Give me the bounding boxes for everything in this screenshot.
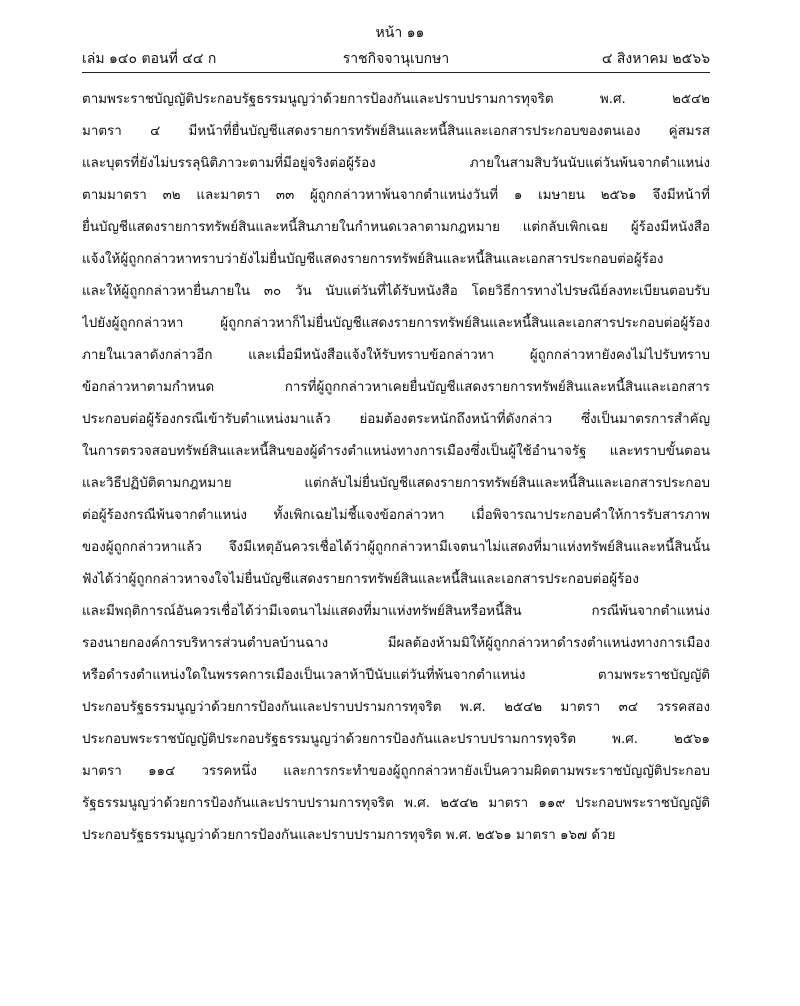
- text-line: หรือดำรงตำแหน่งใดในพรรคการเมืองเป็นเวลาห้าปีนับแต่วันที่พ้นจากตำแหน่ง ตามพระราชบัญญัติ: [82, 668, 710, 683]
- publication-title: ราชกิจจานุเบกษา: [342, 51, 450, 67]
- volume-issue: เล่ม ๑๔๐ ตอนที่ ๔๔ ก: [82, 51, 217, 67]
- text-line: และให้ผู้ถูกกล่าวหายื่นภายใน ๓๐ วัน นับแต่วันที่ได้รับหนังสือ โดยวิธีการทางไปรษณีย์ลงทะเบียนตอบรับ: [82, 284, 710, 299]
- text-line: ประกอบต่อผู้ร้องกรณีเข้ารับตำแหน่งมาแล้ว ย่อมต้องตระหนักถึงหน้าที่ดังกล่าว ซึ่งเป็นมาตรการสำคัญ: [82, 412, 710, 427]
- text-line: ภายในเวลาดังกล่าวอีก และเมื่อมีหนังสือแจ้งให้รับทราบข้อกล่าวหา ผู้ถูกกล่าวหายังคงไม่ไปรับทราบ: [82, 348, 710, 363]
- text-line: มาตรา ๔ มีหน้าที่ยื่นบัญชีแสดงรายการทรัพย์สินและหนี้สินและเอกสารประกอบของตนเอง คู่สมรส: [82, 124, 710, 139]
- publication-date: ๔ สิงหาคม ๒๕๖๖: [601, 51, 710, 67]
- text-line: ยื่นบัญชีแสดงรายการทรัพย์สินและหนี้สินภายในกำหนดเวลาตามกฎหมาย แต่กลับเพิกเฉย ผู้ร้องมีหนังสือ: [82, 220, 710, 235]
- text-line: มาตรา ๑๑๔ วรรคหนึ่ง และการกระทำของผู้ถูกกล่าวหายังเป็นความผิดตามพระราชบัญญัติประกอบ: [82, 764, 710, 779]
- running-header: [82, 48, 710, 70]
- text-line: ตามพระราชบัญญัติประกอบรัฐธรรมนูญว่าด้วยการป้องกันและปราบปรามการทุจริต พ.ศ. ๒๕๔๒: [82, 92, 710, 107]
- text-line: ข้อกล่าวหาตามกำหนด การที่ผู้ถูกกล่าวหาเคยยื่นบัญชีแสดงรายการทรัพย์สินและหนี้สินและเอกสาร: [82, 380, 710, 395]
- text-line: ประกอบรัฐธรรมนูญว่าด้วยการป้องกันและปราบปรามการทุจริต พ.ศ. ๒๕๔๒ มาตรา ๓๔ วรรคสอง: [82, 700, 710, 715]
- text-line: และวิธีปฏิบัติตามกฎหมาย แต่กลับไม่ยื่นบัญชีแสดงรายการทรัพย์สินและหนี้สินและเอกสารประกอบ: [82, 476, 710, 491]
- text-line: และมีพฤติการณ์อันควรเชื่อได้ว่ามีเจตนาไม่แสดงที่มาแห่งทรัพย์สินหรือหนี้สิน กรณีพ้นจากตำแหน่ง: [82, 604, 710, 619]
- text-line: รัฐธรรมนูญว่าด้วยการป้องกันและปราบปรามการทุจริต พ.ศ. ๒๕๔๒ มาตรา ๑๑๙ ประกอบพระราชบัญญัติ: [82, 796, 710, 811]
- text-line: และบุตรที่ยังไม่บรรลุนิติภาวะตามที่มีอยู่จริงต่อผู้ร้อง ภายในสามสิบวันนับแต่วันพ้นจากตำแหน่ง: [82, 156, 710, 171]
- text-line: ไปยังผู้ถูกกล่าวหา ผู้ถูกกล่าวหาก็ไม่ยื่นบัญชีแสดงรายการทรัพย์สินและหนี้สินและเอกสารประกอบต่อผู้ร้อง: [82, 316, 710, 331]
- page-number: หน้า ๑๑: [375, 25, 425, 41]
- text-line: ฟังได้ว่าผู้ถูกกล่าวหาจงใจไม่ยื่นบัญชีแสดงรายการทรัพย์สินและหนี้สินและเอกสารประกอบต่อผู้ร้อง: [82, 572, 639, 587]
- header-divider: [82, 72, 710, 73]
- text-line: รองนายกองค์การบริหารส่วนตำบลบ้านฉาง มีผลต้องห้ามมิให้ผู้ถูกกล่าวหาดำรงตำแหน่งทางการเมือง: [82, 636, 710, 651]
- text-line: ตามมาตรา ๓๒ และมาตรา ๓๓ ผู้ถูกกล่าวหาพ้นจากตำแหน่งวันที่ ๑ เมษายน ๒๕๖๑ จึงมีหน้าที่: [82, 188, 710, 203]
- text-line: ประกอบพระราชบัญญัติประกอบรัฐธรรมนูญว่าด้วยการป้องกันและปราบปรามการทุจริต พ.ศ. ๒๕๖๑: [82, 732, 710, 747]
- body-text: [82, 84, 710, 852]
- text-line: ต่อผู้ร้องกรณีพ้นจากตำแหน่ง ทั้งเพิกเฉยไม่ชี้แจงข้อกล่าวหา เมื่อพิจารณาประกอบคำให้การรับสารภาพ: [82, 508, 710, 523]
- text-line: แจ้งให้ผู้ถูกกล่าวหาทราบว่ายังไม่ยื่นบัญชีแสดงรายการทรัพย์สินและหนี้สินและเอกสารประกอบต่อผู้ร้อง: [82, 252, 664, 267]
- text-line: ของผู้ถูกกล่าวหาแล้ว จึงมีเหตุอันควรเชื่อได้ว่าผู้ถูกกล่าวหามีเจตนาไม่แสดงที่มาแห่งทรัพย์สินและหนี้สินนั้น: [82, 540, 710, 555]
- text-line: ประกอบรัฐธรรมนูญว่าด้วยการป้องกันและปราบปรามการทุจริต พ.ศ. ๒๕๖๑ มาตรา ๑๖๗ ด้วย: [82, 828, 616, 843]
- text-line: ในการตรวจสอบทรัพย์สินและหนี้สินของผู้ดำรงตำแหน่งทางการเมืองซึ่งเป็นผู้ใช้อำนาจรัฐ และทราบขั้นตอน: [82, 444, 710, 459]
